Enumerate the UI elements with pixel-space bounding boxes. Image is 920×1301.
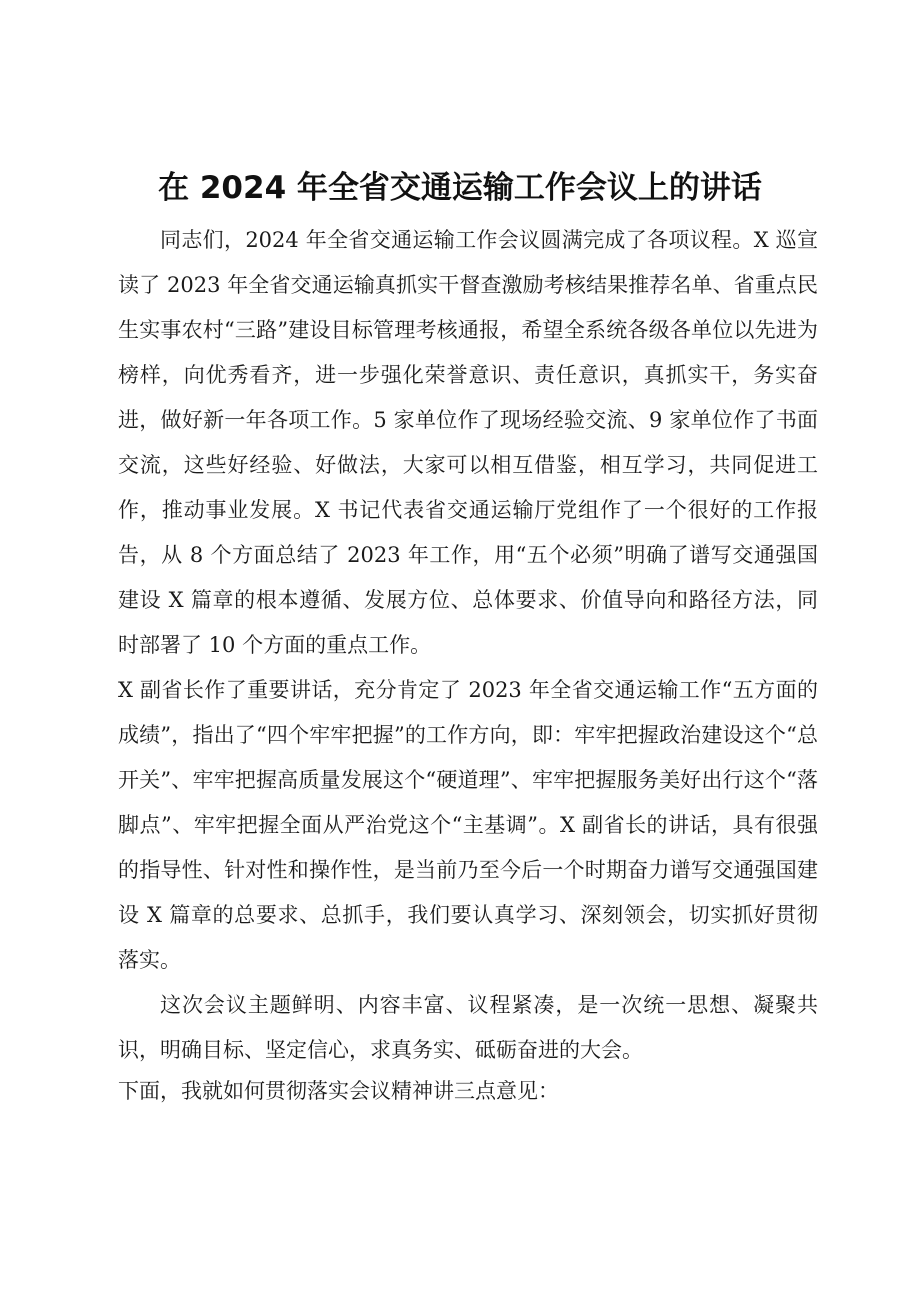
document-title: 在 2024 年全省交通运输工作会议上的讲话 (158, 170, 762, 206)
paragraph-meeting-summary: 这次会议主题鲜明、内容丰富、议程紧凑，是一次统一思想、凝聚共识，明确目标、坚定信心，求真务实、砥砺奋进的大会。 (118, 993, 818, 1062)
document-body (118, 218, 818, 1114)
paragraph-opening: 同志们，2024 年全省交通运输工作会议圆满完成了各项议程。X 巡宣读了 2023 年全省交通运输真抓实干督查激励考核结果推荐名单、省重点民生实事农村“三路”建设目标管理考核通报，希望全系统各级各单位以先进为榜样，向优秀看齐，进一步强化荣誉意识、责任意识，真抓实干，务实奋进，做好新一年各项工作。5 家单位作了现场经验交流、9 家单位作了书面交流，这些好经验、好做法，大家可以相互借鉴，相互学习，共同促进工作，推动事业发展。X 书记代表省交通运输厅党组作了一个很好的工作报告，从 8 个方面总结了 2023 年工作，用“五个必须”明确了谱写交通强国建设 X 篇章的根本遵循、发展方位、总体要求、价值导向和路径方法，同时部署了 10 个方面的重点工作。 (118, 228, 818, 657)
paragraph-vice-governor-speech: X 副省长作了重要讲话，充分肯定了 2023 年全省交通运输工作“五方面的成绩”，指出了“四个牢牢把握”的工作方向，即：牢牢把握政治建设这个“总开关”、牢牢把握高质量发展这个“硬道理”、牢牢把握服务美好出行这个“落脚点”、牢牢把握全面从严治党这个“主基调”。X 副省长的讲话，具有很强的指导性、针对性和操作性，是当前乃至今后一个时期奋力谱写交通强国建设 X 篇章的总要求、总抓手，我们要认真学习、深刻领会，切实抓好贯彻落实。 (118, 678, 818, 972)
paragraph-three-opinions-intro: 下面，我就如何贯彻落实会议精神讲三点意见： (118, 1079, 559, 1103)
